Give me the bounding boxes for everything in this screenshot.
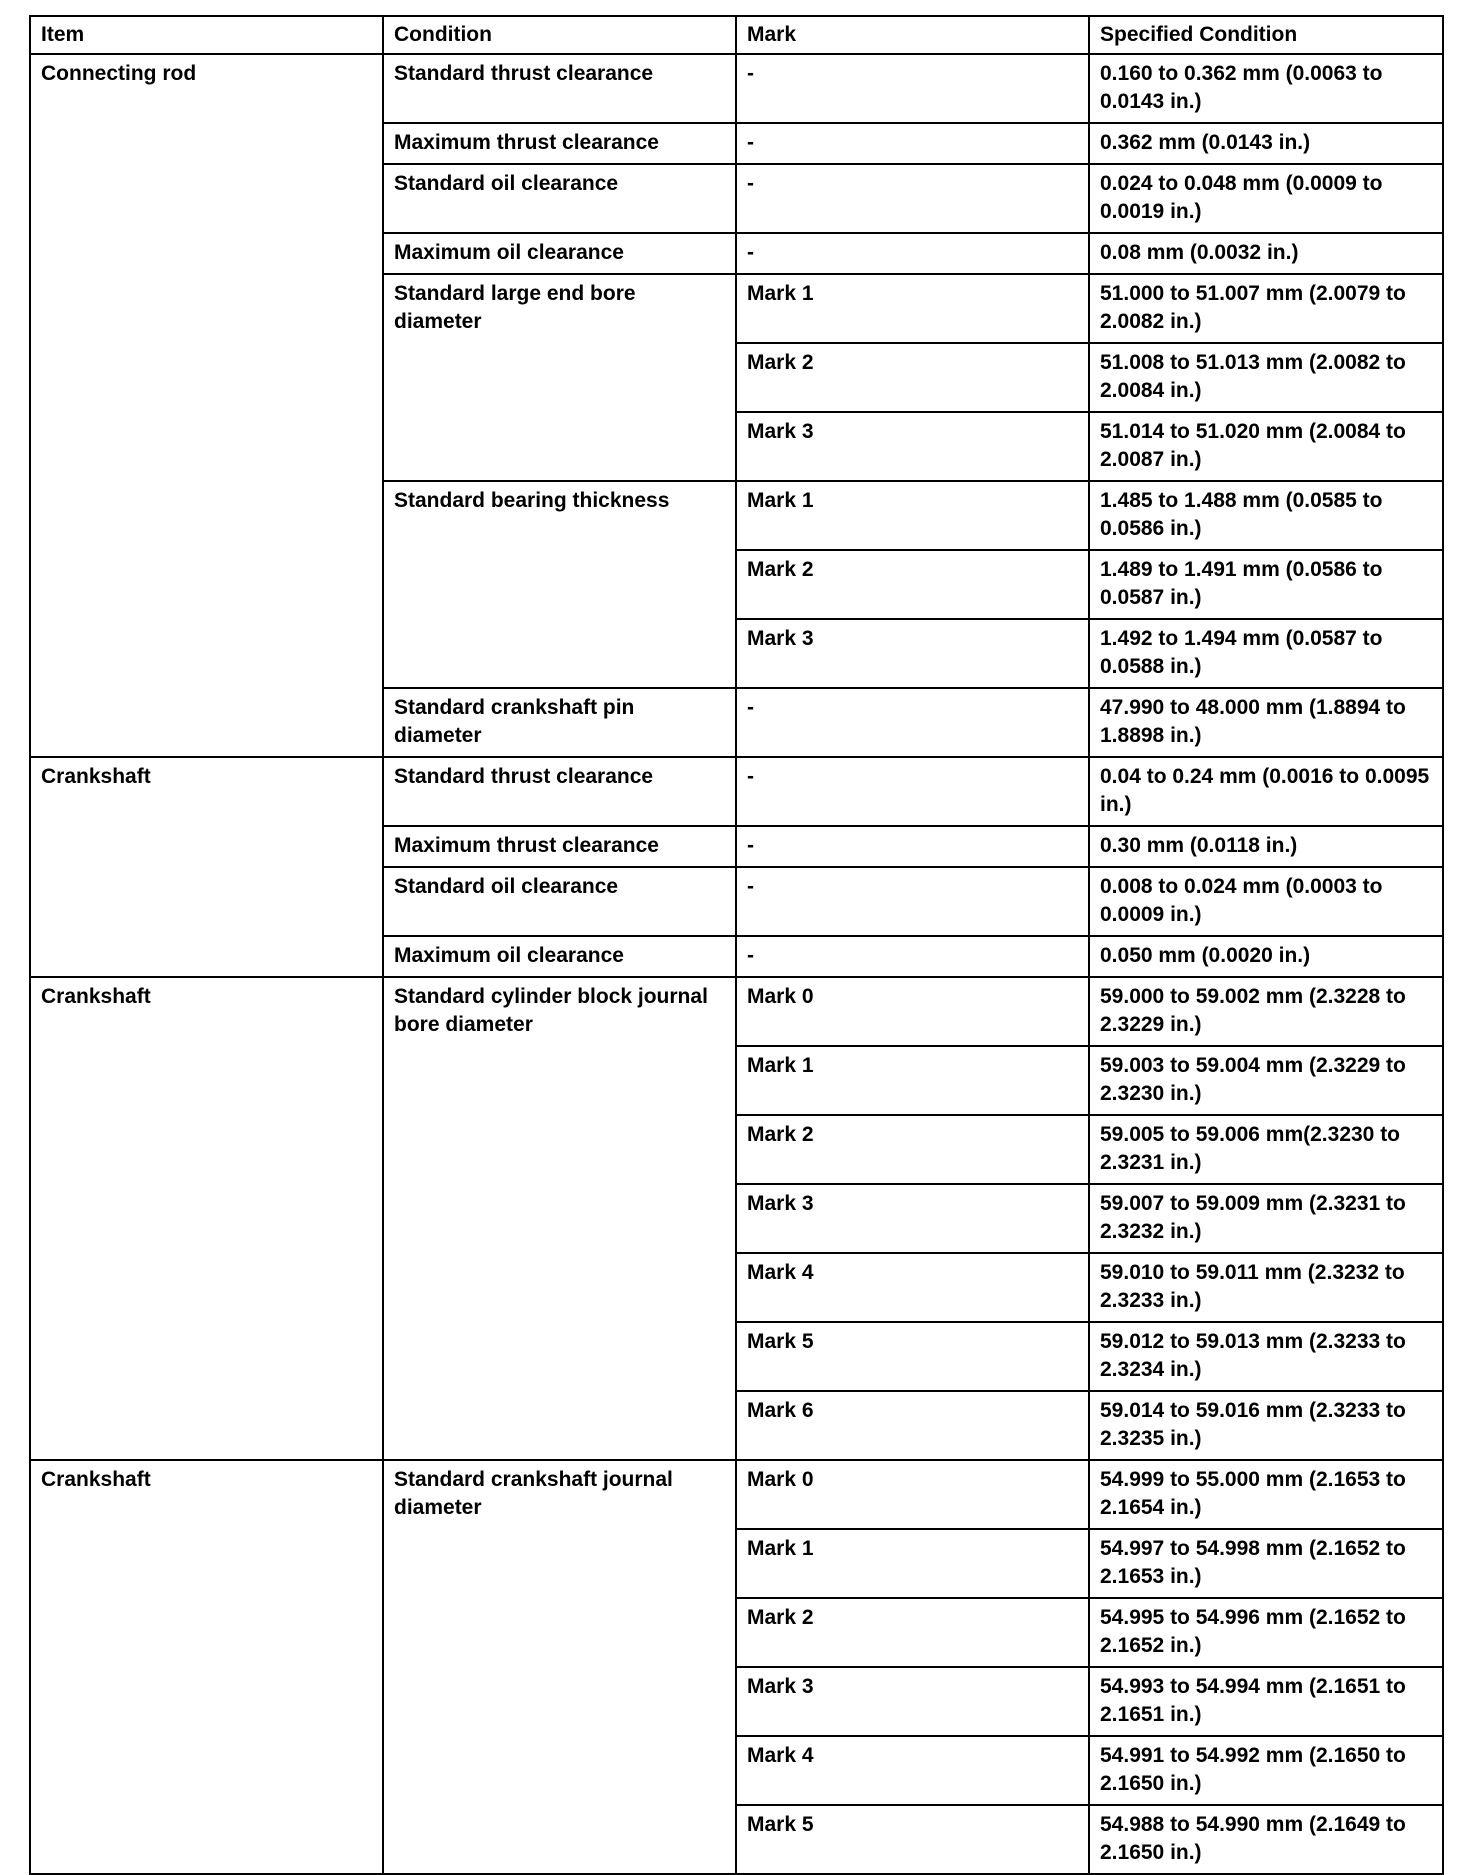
mark-cell: Mark 1: [736, 274, 1089, 343]
mark-cell: Mark 2: [736, 1115, 1089, 1184]
spec-cell: 51.014 to 51.020 mm (2.0084 to 2.0087 in.): [1089, 412, 1443, 481]
spec-cell: 54.988 to 54.990 mm (2.1649 to 2.1650 in.): [1089, 1805, 1443, 1874]
mark-cell: -: [736, 936, 1089, 977]
spec-cell: 0.30 mm (0.0118 in.): [1089, 826, 1443, 867]
table-row: [30, 1460, 1443, 1529]
mark-cell: Mark 6: [736, 1391, 1089, 1460]
condition-cell: Standard large end bore diameter: [383, 274, 736, 481]
item-cell: Connecting rod: [30, 54, 383, 757]
spec-cell: 0.362 mm (0.0143 in.): [1089, 123, 1443, 164]
spec-cell: 1.492 to 1.494 mm (0.0587 to 0.0588 in.): [1089, 619, 1443, 688]
spec-cell: 59.003 to 59.004 mm (2.3229 to 2.3230 in.): [1089, 1046, 1443, 1115]
spec-cell: 0.050 mm (0.0020 in.): [1089, 936, 1443, 977]
table-row: [30, 977, 1443, 1046]
mark-cell: Mark 3: [736, 619, 1089, 688]
spec-cell: 51.008 to 51.013 mm (2.0082 to 2.0084 in.): [1089, 343, 1443, 412]
condition-cell: Standard cylinder block journal bore diameter: [383, 977, 736, 1460]
mark-cell: Mark 1: [736, 1046, 1089, 1115]
mark-cell: Mark 4: [736, 1736, 1089, 1805]
header-row: [30, 16, 1443, 54]
spec-cell: 54.995 to 54.996 mm (2.1652 to 2.1652 in.): [1089, 1598, 1443, 1667]
mark-cell: Mark 5: [736, 1322, 1089, 1391]
mark-cell: Mark 2: [736, 1598, 1089, 1667]
header-mark: Mark: [736, 16, 1089, 54]
table-row: [30, 54, 1443, 123]
spec-cell: 54.991 to 54.992 mm (2.1650 to 2.1650 in.): [1089, 1736, 1443, 1805]
mark-cell: -: [736, 757, 1089, 826]
specification-table: [29, 15, 1444, 1875]
mark-cell: -: [736, 164, 1089, 233]
mark-cell: -: [736, 826, 1089, 867]
condition-cell: Maximum thrust clearance: [383, 826, 736, 867]
condition-cell: Standard crankshaft pin diameter: [383, 688, 736, 757]
mark-cell: Mark 4: [736, 1253, 1089, 1322]
mark-cell: -: [736, 54, 1089, 123]
header-item: Item: [30, 16, 383, 54]
spec-cell: 0.008 to 0.024 mm (0.0003 to 0.0009 in.): [1089, 867, 1443, 936]
condition-cell: Maximum oil clearance: [383, 233, 736, 274]
spec-cell: 51.000 to 51.007 mm (2.0079 to 2.0082 in.): [1089, 274, 1443, 343]
mark-cell: Mark 0: [736, 1460, 1089, 1529]
condition-cell: Standard crankshaft journal diameter: [383, 1460, 736, 1874]
mark-cell: -: [736, 233, 1089, 274]
item-cell: Crankshaft: [30, 757, 383, 977]
spec-cell: 59.007 to 59.009 mm (2.3231 to 2.3232 in.): [1089, 1184, 1443, 1253]
condition-cell: Maximum oil clearance: [383, 936, 736, 977]
mark-cell: Mark 3: [736, 412, 1089, 481]
condition-cell: Standard oil clearance: [383, 867, 736, 936]
mark-cell: Mark 5: [736, 1805, 1089, 1874]
mark-cell: Mark 3: [736, 1184, 1089, 1253]
mark-cell: Mark 0: [736, 977, 1089, 1046]
item-cell: Crankshaft: [30, 977, 383, 1460]
table-row: [30, 757, 1443, 826]
header-condition: Condition: [383, 16, 736, 54]
spec-cell: 1.489 to 1.491 mm (0.0586 to 0.0587 in.): [1089, 550, 1443, 619]
spec-cell: 54.993 to 54.994 mm (2.1651 to 2.1651 in.): [1089, 1667, 1443, 1736]
condition-cell: Standard thrust clearance: [383, 54, 736, 123]
mark-cell: -: [736, 867, 1089, 936]
condition-cell: Standard thrust clearance: [383, 757, 736, 826]
spec-cell: 59.012 to 59.013 mm (2.3233 to 2.3234 in.): [1089, 1322, 1443, 1391]
spec-cell: 59.005 to 59.006 mm(2.3230 to 2.3231 in.): [1089, 1115, 1443, 1184]
spec-cell: 0.160 to 0.362 mm (0.0063 to 0.0143 in.): [1089, 54, 1443, 123]
item-cell: Crankshaft: [30, 1460, 383, 1874]
condition-cell: Maximum thrust clearance: [383, 123, 736, 164]
spec-cell: 54.999 to 55.000 mm (2.1653 to 2.1654 in.): [1089, 1460, 1443, 1529]
condition-cell: Standard bearing thickness: [383, 481, 736, 688]
spec-cell: 59.000 to 59.002 mm (2.3228 to 2.3229 in.): [1089, 977, 1443, 1046]
spec-cell: 54.997 to 54.998 mm (2.1652 to 2.1653 in.): [1089, 1529, 1443, 1598]
spec-cell: 0.04 to 0.24 mm (0.0016 to 0.0095 in.): [1089, 757, 1443, 826]
spec-cell: 59.014 to 59.016 mm (2.3233 to 2.3235 in.): [1089, 1391, 1443, 1460]
header-specified-condition: Specified Condition: [1089, 16, 1443, 54]
spec-cell: 1.485 to 1.488 mm (0.0585 to 0.0586 in.): [1089, 481, 1443, 550]
mark-cell: Mark 3: [736, 1667, 1089, 1736]
spec-cell: 0.024 to 0.048 mm (0.0009 to 0.0019 in.): [1089, 164, 1443, 233]
mark-cell: Mark 1: [736, 1529, 1089, 1598]
mark-cell: Mark 2: [736, 343, 1089, 412]
mark-cell: -: [736, 688, 1089, 757]
mark-cell: Mark 2: [736, 550, 1089, 619]
mark-cell: Mark 1: [736, 481, 1089, 550]
spec-cell: 47.990 to 48.000 mm (1.8894 to 1.8898 in.): [1089, 688, 1443, 757]
spec-cell: 59.010 to 59.011 mm (2.3232 to 2.3233 in.): [1089, 1253, 1443, 1322]
condition-cell: Standard oil clearance: [383, 164, 736, 233]
spec-cell: 0.08 mm (0.0032 in.): [1089, 233, 1443, 274]
mark-cell: -: [736, 123, 1089, 164]
